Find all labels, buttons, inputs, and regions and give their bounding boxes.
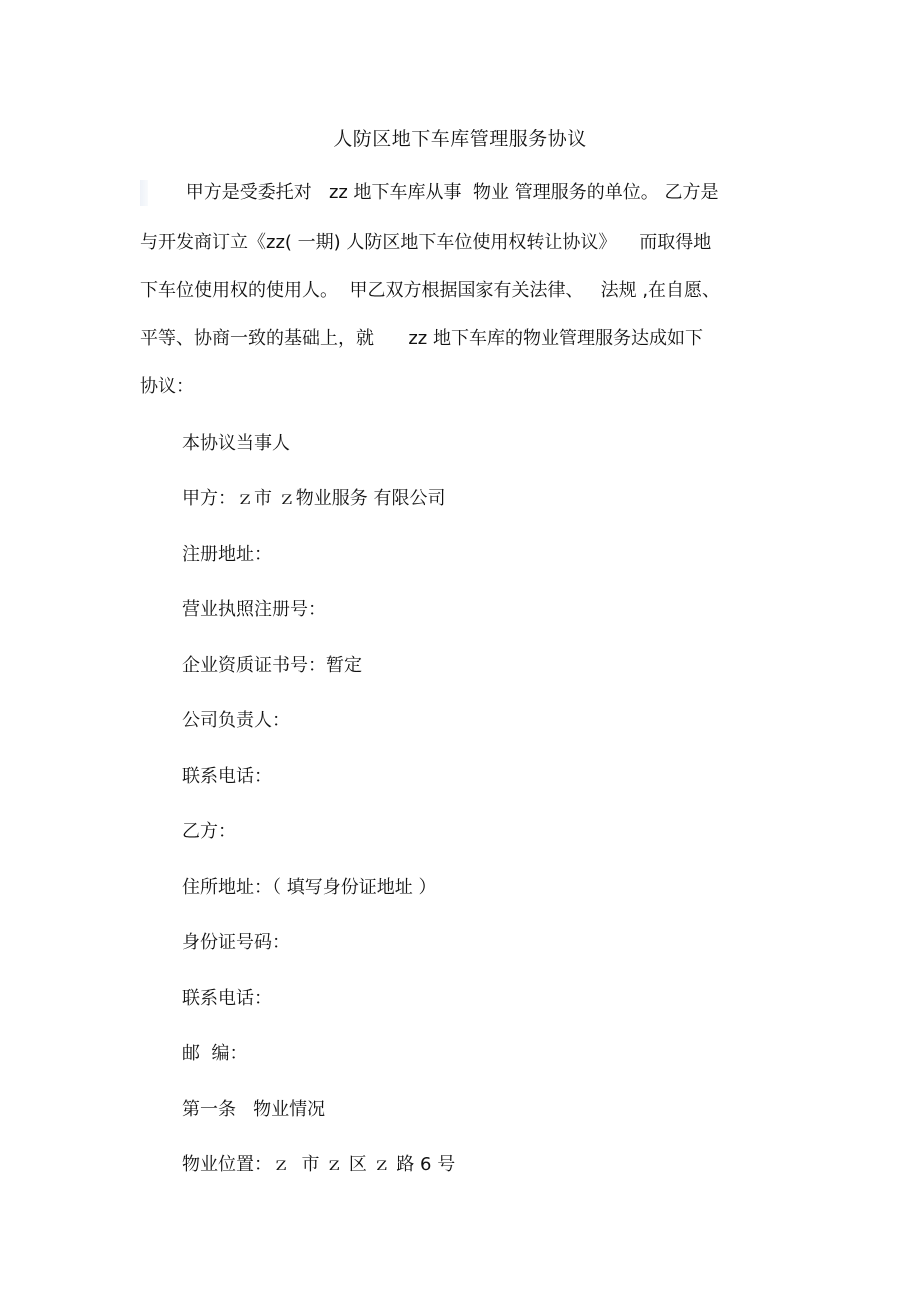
postcode-label: 邮 编： bbox=[182, 1043, 248, 1064]
intro-line: 甲方是受委托对 zz 地下车库从事 物业 管理服务的单位。 乙方是 bbox=[140, 182, 719, 203]
party-b-phone-label: 联系电话： bbox=[182, 988, 272, 1009]
property-location: 物业位置：ｚ 市 ｚ 区 ｚ 路 6 号 bbox=[182, 1154, 456, 1175]
intro-line: 平等、协商一致的基础上，就 zz 地下车库的物业管理服务达成如下 bbox=[140, 328, 703, 349]
company-head-label: 公司负责人： bbox=[182, 710, 290, 731]
party-a-phone-label: 联系电话： bbox=[182, 766, 272, 787]
id-number-label: 身份证号码： bbox=[182, 932, 290, 953]
intro-line: 协议： bbox=[140, 376, 194, 397]
document-title: 人防区地下车库管理服务协议 bbox=[333, 128, 587, 150]
qualification-cert-label: 企业资质证书号：暂定 bbox=[182, 655, 362, 676]
party-b-label: 乙方： bbox=[182, 821, 236, 842]
article-one-heading: 第一条 物业情况 bbox=[182, 1099, 326, 1120]
parties-heading: 本协议当事人 bbox=[182, 433, 290, 454]
intro-line: 下车位使用权的使用人。 甲乙双方根据国家有关法律、 法规 ,在自愿、 bbox=[140, 280, 721, 301]
registered-address-label: 注册地址： bbox=[182, 544, 272, 565]
residence-address-label: 住所地址：（ 填写身份证地址 ） bbox=[182, 877, 437, 898]
intro-line: 与开发商订立《zz( 一期) 人防区地下车位使用权转让协议》 而取得地 bbox=[140, 232, 712, 253]
business-license-label: 营业执照注册号： bbox=[182, 599, 326, 620]
party-a-name: 甲方：ｚ市 ｚ物业服务 有限公司 bbox=[182, 488, 446, 509]
